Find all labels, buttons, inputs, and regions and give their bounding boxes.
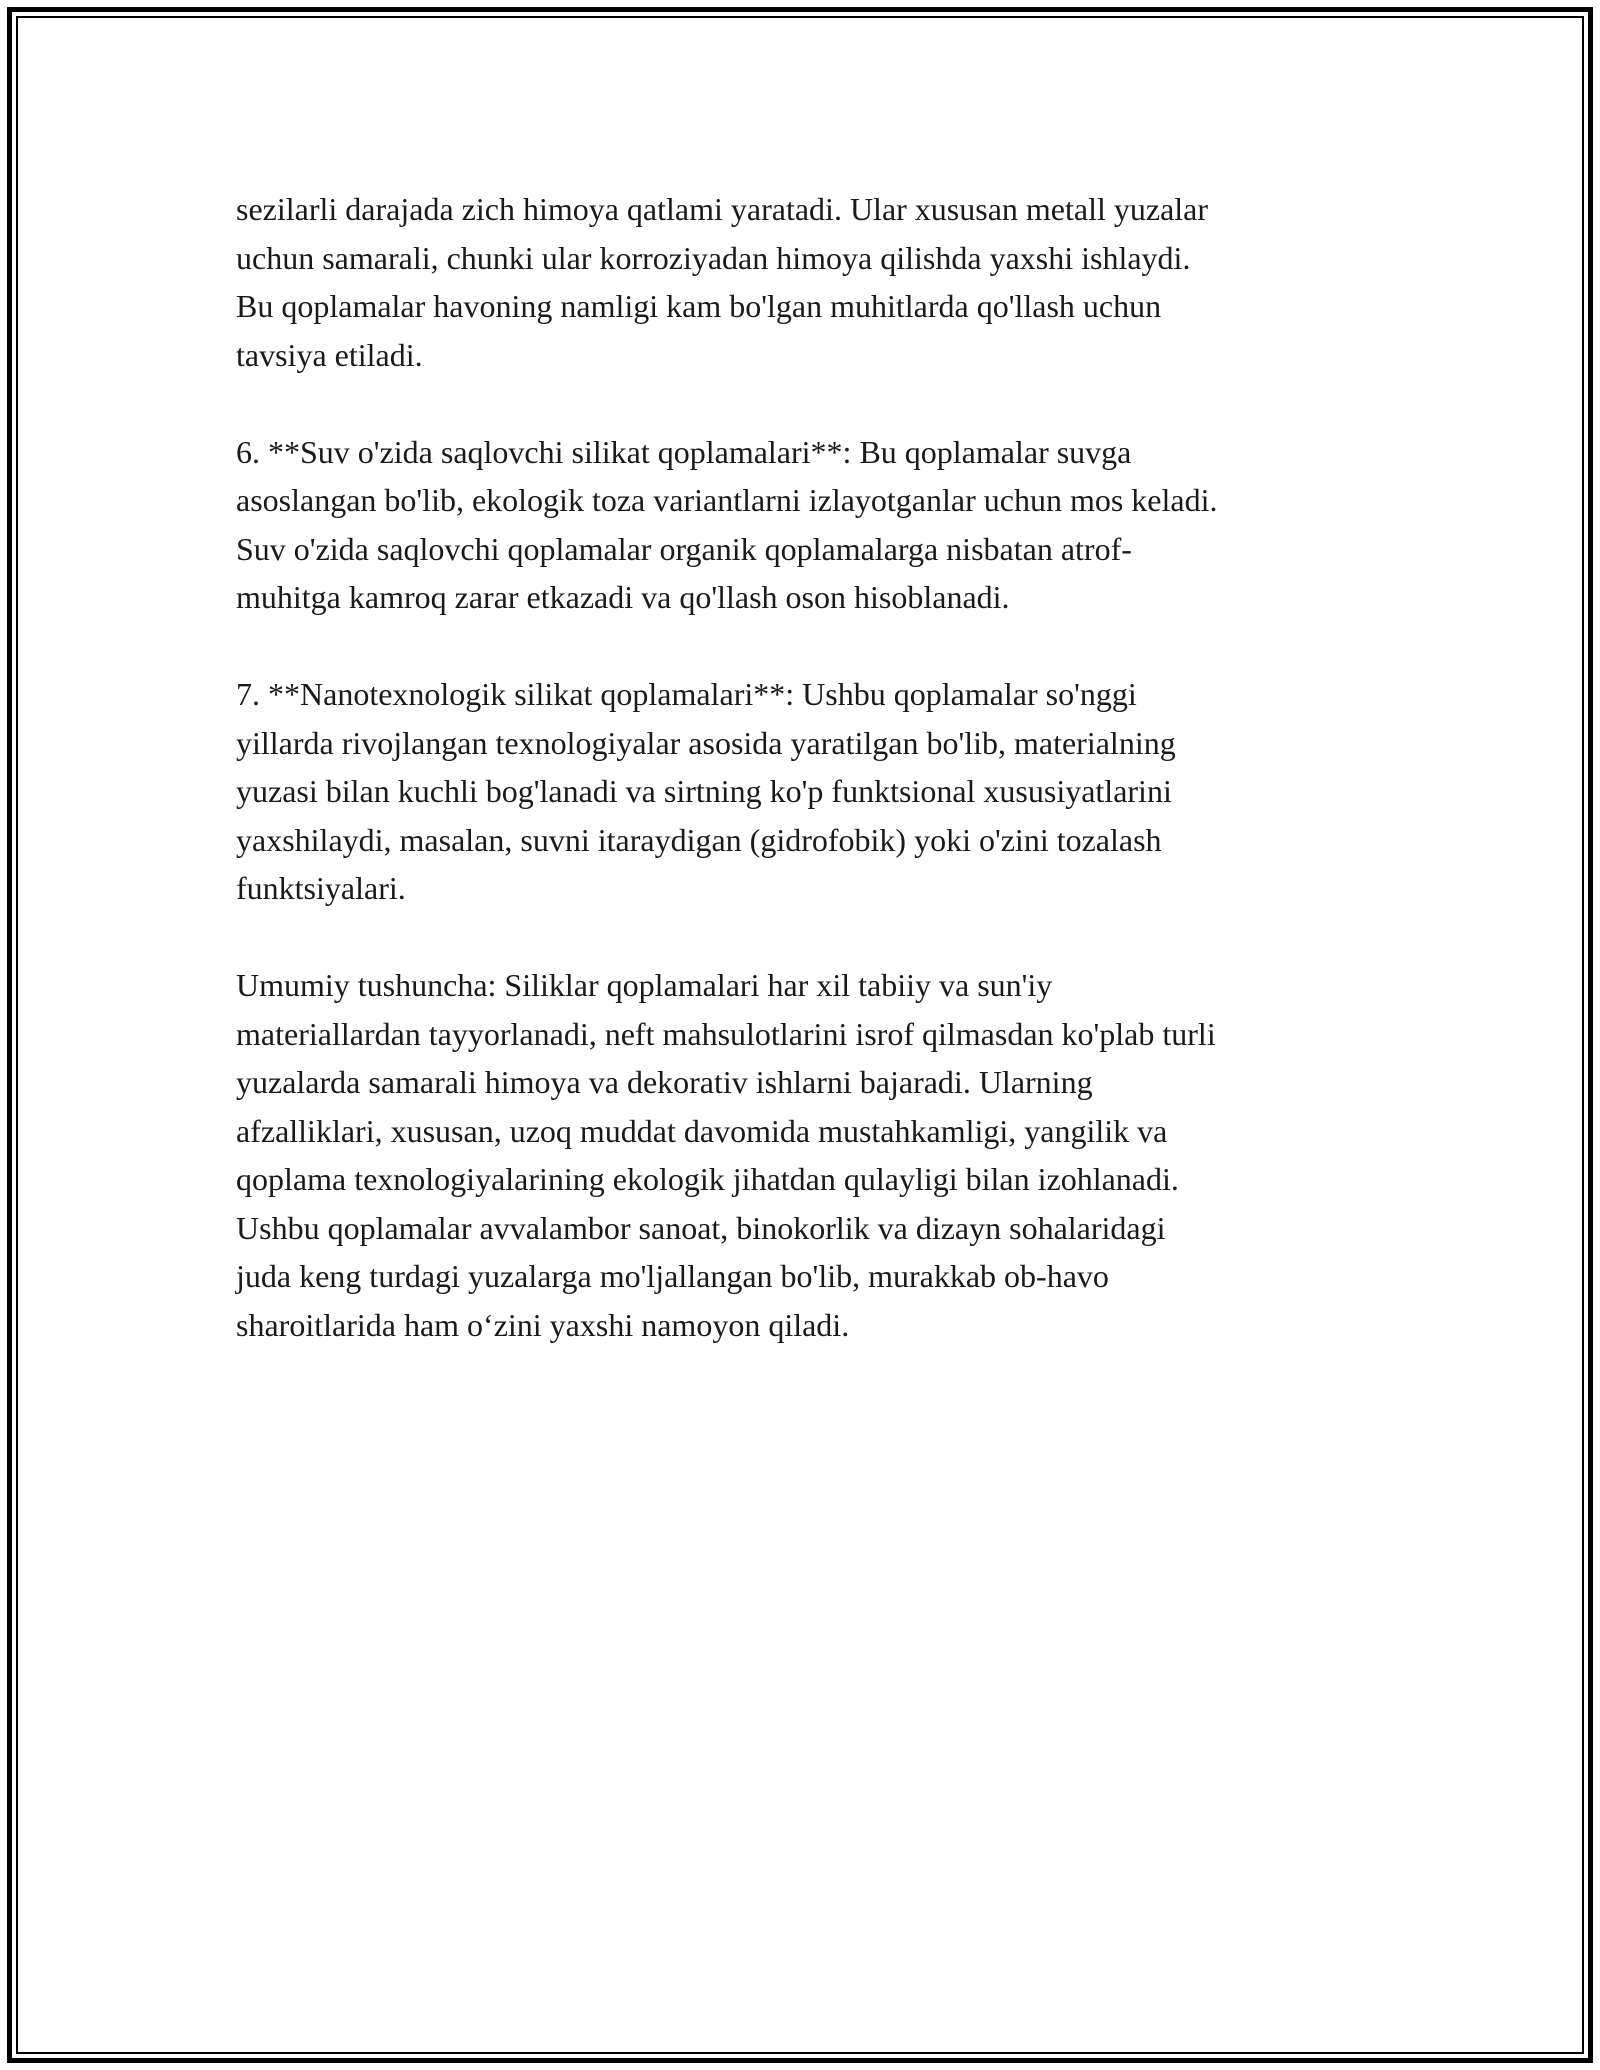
text-line: tavsiya etiladi. [236,336,423,373]
text-line: yuzasi bilan kuchli bog'lanadi va sirtning ko'p funktsional xususiyatlarini [236,773,1172,809]
document-body [236,185,1386,1398]
paragraph [236,185,1386,379]
paragraph [236,428,1386,622]
text-line: uchun samarali, chunki ular korroziyadan himoya qilishda yaxshi ishlaydi. [236,239,1191,276]
text-line: qoplama texnologiyalarining ekologik jihatdan qulayligi bilan izohlanadi. [236,1161,1179,1197]
text-line: muhitga kamroq zarar etkazadi va qo'llash oson hisoblanadi. [236,579,1010,615]
text-line: Ushbu qoplamalar avvalambor sanoat, binokorlik va dizayn sohalaridagi [236,1209,1166,1246]
text-line: sezilarli darajada zich himoya qatlami yaratadi. Ular xususan metall yuzalar [236,191,1209,227]
text-line: juda keng turdagi yuzalarga mo'ljallangan bo'lib, murakkab ob-havo [236,1258,1109,1294]
text-line: afzalliklari, xususan, uzoq muddat davomida mustahkamligi, yangilik va [236,1112,1168,1149]
text-line: yillarda rivojlangan texnologiyalar asosida yaratilgan bo'lib, materialning [236,724,1176,761]
text-line: 7. **Nanotexnologik silikat qoplamalari**: Ushbu qoplamalar so'nggi [236,676,1137,712]
text-line: funktsiyalari. [236,870,406,906]
text-line: sharoitlarida ham o‘zini yaxshi namoyon qiladi. [236,1306,850,1343]
text-line: yuzalarda samarali himoya va dekorativ ishlarni bajaradi. Ularning [236,1064,1093,1100]
text-line: Bu qoplamalar havoning namligi kam bo'lgan muhitlarda qo'llash uchun [236,288,1162,324]
text-line: 6. **Suv o'zida saqlovchi silikat qoplamalari**: Bu qoplamalar suvga [236,433,1132,470]
text-line: yaxshilaydi, masalan, suvni itaraydigan (gidrofobik) yoki o'zini tozalash [236,821,1162,858]
text-line: Suv o'zida saqlovchi qoplamalar organik qoplamalarga nisbatan atrof- [236,530,1132,567]
paragraph [236,670,1386,913]
text-line: materiallardan tayyorlanadi, neft mahsulotlarini isrof qilmasdan ko'plab turli [236,1015,1216,1052]
text-line: asoslangan bo'lib, ekologik toza variantlarni izlayotganlar uchun mos keladi. [236,482,1218,518]
paragraph [236,961,1386,1349]
text-line: Umumiy tushuncha: Siliklar qoplamalari har xil tabiiy va sun'iy [236,967,1053,1003]
